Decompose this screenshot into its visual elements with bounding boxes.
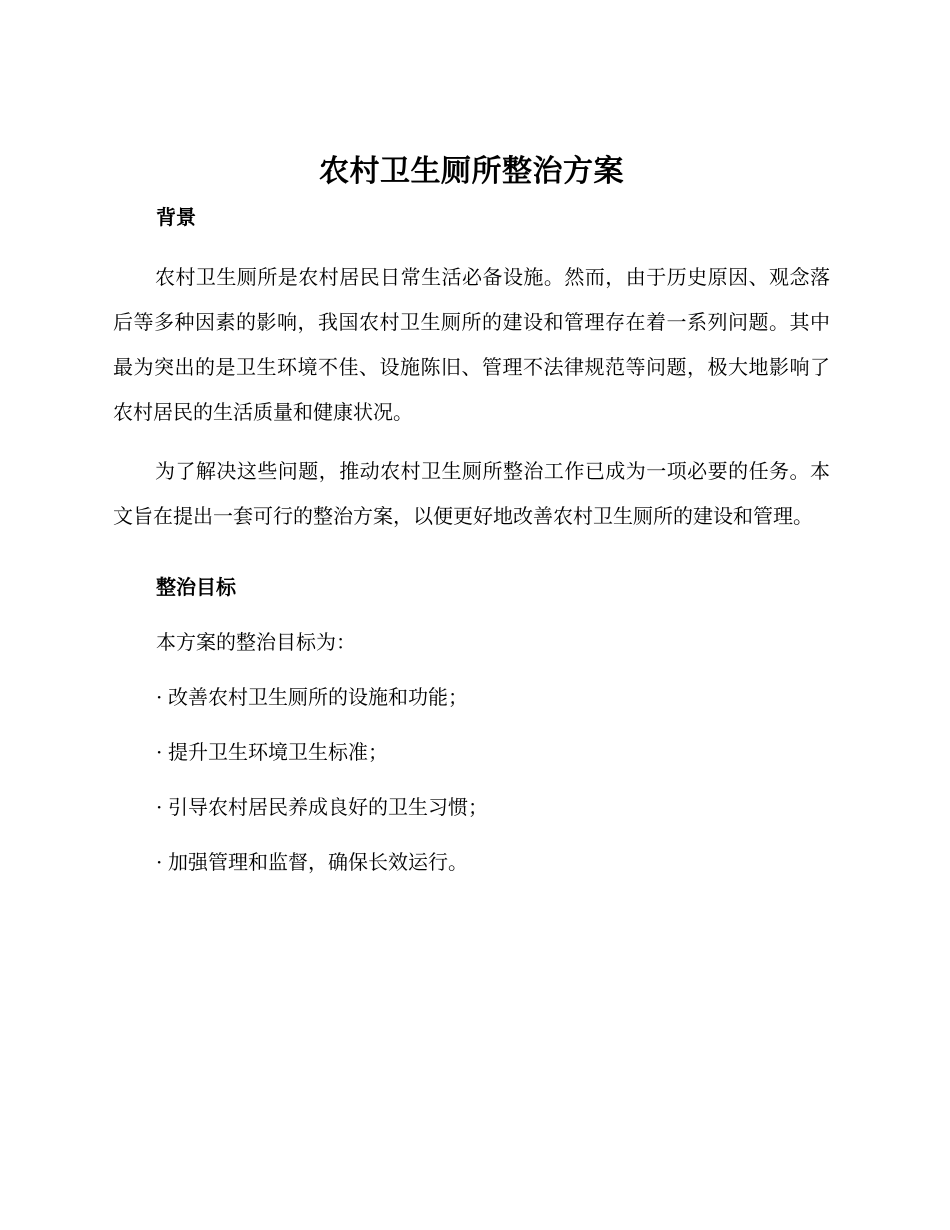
bullet-dot: ·: [156, 850, 163, 874]
list-item: [113, 792, 830, 822]
list-item: [113, 847, 830, 877]
section-heading-background: 背景: [156, 205, 196, 229]
background-paragraph-2: 为了解决这些问题，推动农村卫生厕所整治工作已成为一项必要的任务。本文旨在提出一套可行的整治方案，以便更好地改善农村卫生厕所的建设和管理。: [113, 459, 830, 528]
background-paragraph-1: 农村卫生厕所是农村居民日常生活必备设施。然而，由于历史原因、观念落后等多种因素的影响，我国农村卫生厕所的建设和管理存在着一系列问题。其中最为突出的是卫生环境不佳、设施陈旧、管理不法律规范等问题，极大地影响了农村居民的生活质量和健康状况。: [113, 265, 830, 424]
goals-intro: 本方案的整治目标为：: [156, 630, 356, 654]
bullet-dot: ·: [156, 795, 163, 819]
document-title: 农村卫生厕所整治方案: [319, 154, 624, 189]
bullet-dot: ·: [156, 685, 163, 709]
list-item: [113, 737, 830, 767]
section-heading-goals: 整治目标: [156, 575, 236, 599]
goals-list: [113, 682, 830, 877]
document-page: [113, 150, 830, 877]
list-item: [113, 682, 830, 712]
list-item-text: 引导农村居民养成良好的卫生习惯；: [168, 795, 488, 819]
list-item-text: 加强管理和监督，确保长效运行。: [168, 850, 468, 874]
bullet-dot: ·: [156, 740, 163, 764]
list-item-text: 提升卫生环境卫生标准；: [168, 740, 388, 764]
list-item-text: 改善农村卫生厕所的设施和功能；: [168, 685, 468, 709]
